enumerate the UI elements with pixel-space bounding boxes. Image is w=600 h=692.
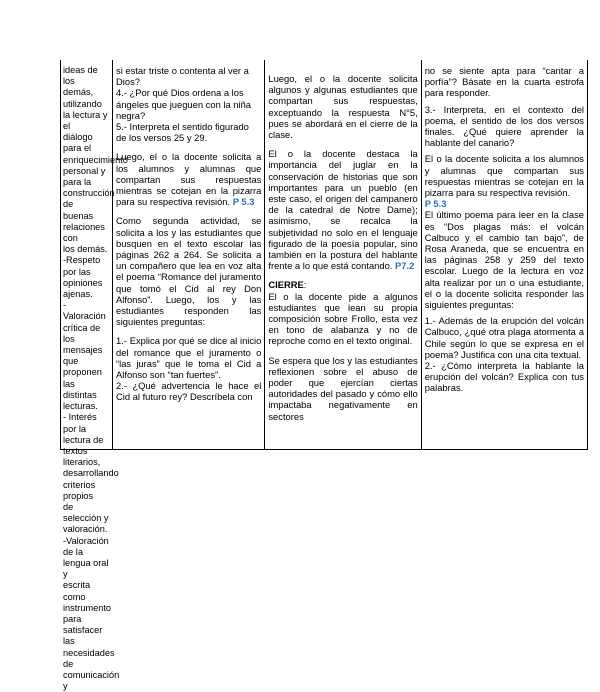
objective-line: instrumento para [63,602,112,624]
objective-line: lectura de textos [63,434,104,456]
objective-line: - Valoración [63,300,106,322]
question-2: 2.- ¿Qué advertencia le hace el Cid al futuro rey? Descríbela con [116,380,262,403]
question-2: 2.- ¿Cómo interpreta la hablante la erupción del volcán? Explica con tus palabras. [424,360,584,394]
objective-line: -Respeto por las [63,255,101,277]
objective-line: de selección y [63,501,109,524]
paragraph-text: El o la docente destaca la importancia del juglar en la conservación de historias que son importantes para un pueblo (en este caso, el origen del campanero de la catedral de Notre Dame); asimismo, se recalca la subjetividad no solo en el lenguaje figurado de la poesía popular, sino también en la postura del hablante frente a lo que está contando. [268,148,418,272]
objective-line: literarios, [63,457,101,468]
question-3: 3.- Interpreta, en el contexto del poema, el sentido de los dos versos finales. ¿Qué quiere aprender la hablante del canario? [424,103,584,149]
objective-line: crítica de los [63,322,101,344]
reference-tag: P 5.3 [424,198,447,210]
objective-line: criterios propios [63,479,96,501]
objective-line: proponen las [63,367,102,389]
objective-line: mensajes que [63,345,103,367]
paragraph [116,151,261,207]
heading-text: CIERRE [268,279,304,291]
question-4: 4.- ¿Por qué Dios ordena a los ángeles que jueguen con la niña negra? [116,87,252,121]
objective-line: distintas lecturas. [63,389,98,412]
paragraph: si estar triste o contenta al ver a Dios? [116,65,249,88]
objective-line: opiniones ajenas. [63,277,103,300]
activities-column-2 [265,60,421,449]
objective-line: construcción de [63,188,115,210]
question-1: 1.- Además de la erupción del volcán Calbuco, ¿qué otra plaga atormenta a Chile según lo que se expresa en el poema? Justifica con una cita textual. [424,315,584,360]
objective-line: personal y para la [63,165,106,188]
paragraph: Luego, el o la docente solicita algunos y algunas estudiantes que compartan sus respuestas, exceptuando la respuesta N°5, pues se abordará en el cierre de la clase. [268,73,418,141]
paragraph [425,153,584,209]
activities-column-3 [422,60,587,449]
objective-line: -Valoración de la [63,535,109,557]
objective-line: desarrollando [63,468,119,479]
activities-column-1 [113,60,265,449]
objectives-text [63,65,128,692]
paragraph: Se espera que los y las estudiantes reflexionen sobre el abuso de poder que ejercían ciertas autoridades del pasado y cómo ello impactaba negativamente en sectores [268,354,418,422]
objective-line: diálogo para el [63,132,93,154]
objective-line: buenas [63,210,94,221]
objective-line: ideas de los [63,65,98,87]
objective-line: lengua oral y [63,557,109,580]
objective-line: los demás. [63,244,108,255]
objective-line: enriquecimiento [63,154,128,165]
objective-line: escrita como [63,580,91,602]
section-heading: CIERRE: [268,279,307,291]
question-5: 5.- Interpreta el sentido figurado de los versos 25 y 29. [116,121,249,144]
objective-line: - Interés por la [63,412,97,434]
question-1: 1.- Explica por qué se dice al inicio del romance que el juramento o “las juras” que le toma el Cid a Alfonso son “tan fuertes”. [116,335,262,381]
paragraph: Como segunda actividad, se solicita a los y las estudiantes que busquen en el texto escolar las páginas 262 a 264. Se solicita a un compañero que lea en voz alta el poema “Romance del juramento que tomó el Cid al rey Don Alfonso”. Luego, los y las estudiantes responden las siguientes preguntas: [116,215,262,328]
objective-line: comunicación y [63,669,120,692]
reference-tag: P 5.3 [232,196,255,208]
paragraph: El o la docente pide a algunos estudiantes que lean su propia composición sobre Frollo, esta vez en tono de alabanza y no de reproche como en el texto original. [268,290,418,347]
objective-line: relaciones con [63,221,105,244]
objectives-column [61,60,128,692]
objective-line: satisfacer las [63,625,103,647]
paragraph: no se siente apta para “cantar a porfía”? Básate en la cuarta estrofa para responder. [424,65,584,99]
paragraph [268,148,417,271]
objective-line: demás, utilizando [63,87,102,109]
paragraph: El último poema para leer en la clase es “Dos plagas más: el volcán Calbuco y el cambio tan bajo”, de Rosa Araneda, que se encuentra en las páginas 258 y 259 del texto escolar. Luego de la lectura en voz alta realizar por un o una estudiante, el o la docente solicita responder las siguientes preguntas: [424,209,584,311]
paragraph-text: Luego, el o la docente solicita a los alumnos y alumnas que compartan sus respuestas mientras se cotejan en la pizarra para su respectiva revisión. [116,151,262,208]
lesson-plan-table [60,60,588,692]
objective-line: la lectura y el [63,109,108,132]
objective-line: necesidades de [63,647,115,669]
objective-line: valoración. [63,524,108,535]
paragraph-text: El o la docente solicita a los alumnos y alumnas que compartan sus respuestas mientras se cotejan en la pizarra para su respectiva revisión. [424,153,584,199]
reference-tag: P7.2 [395,260,415,272]
